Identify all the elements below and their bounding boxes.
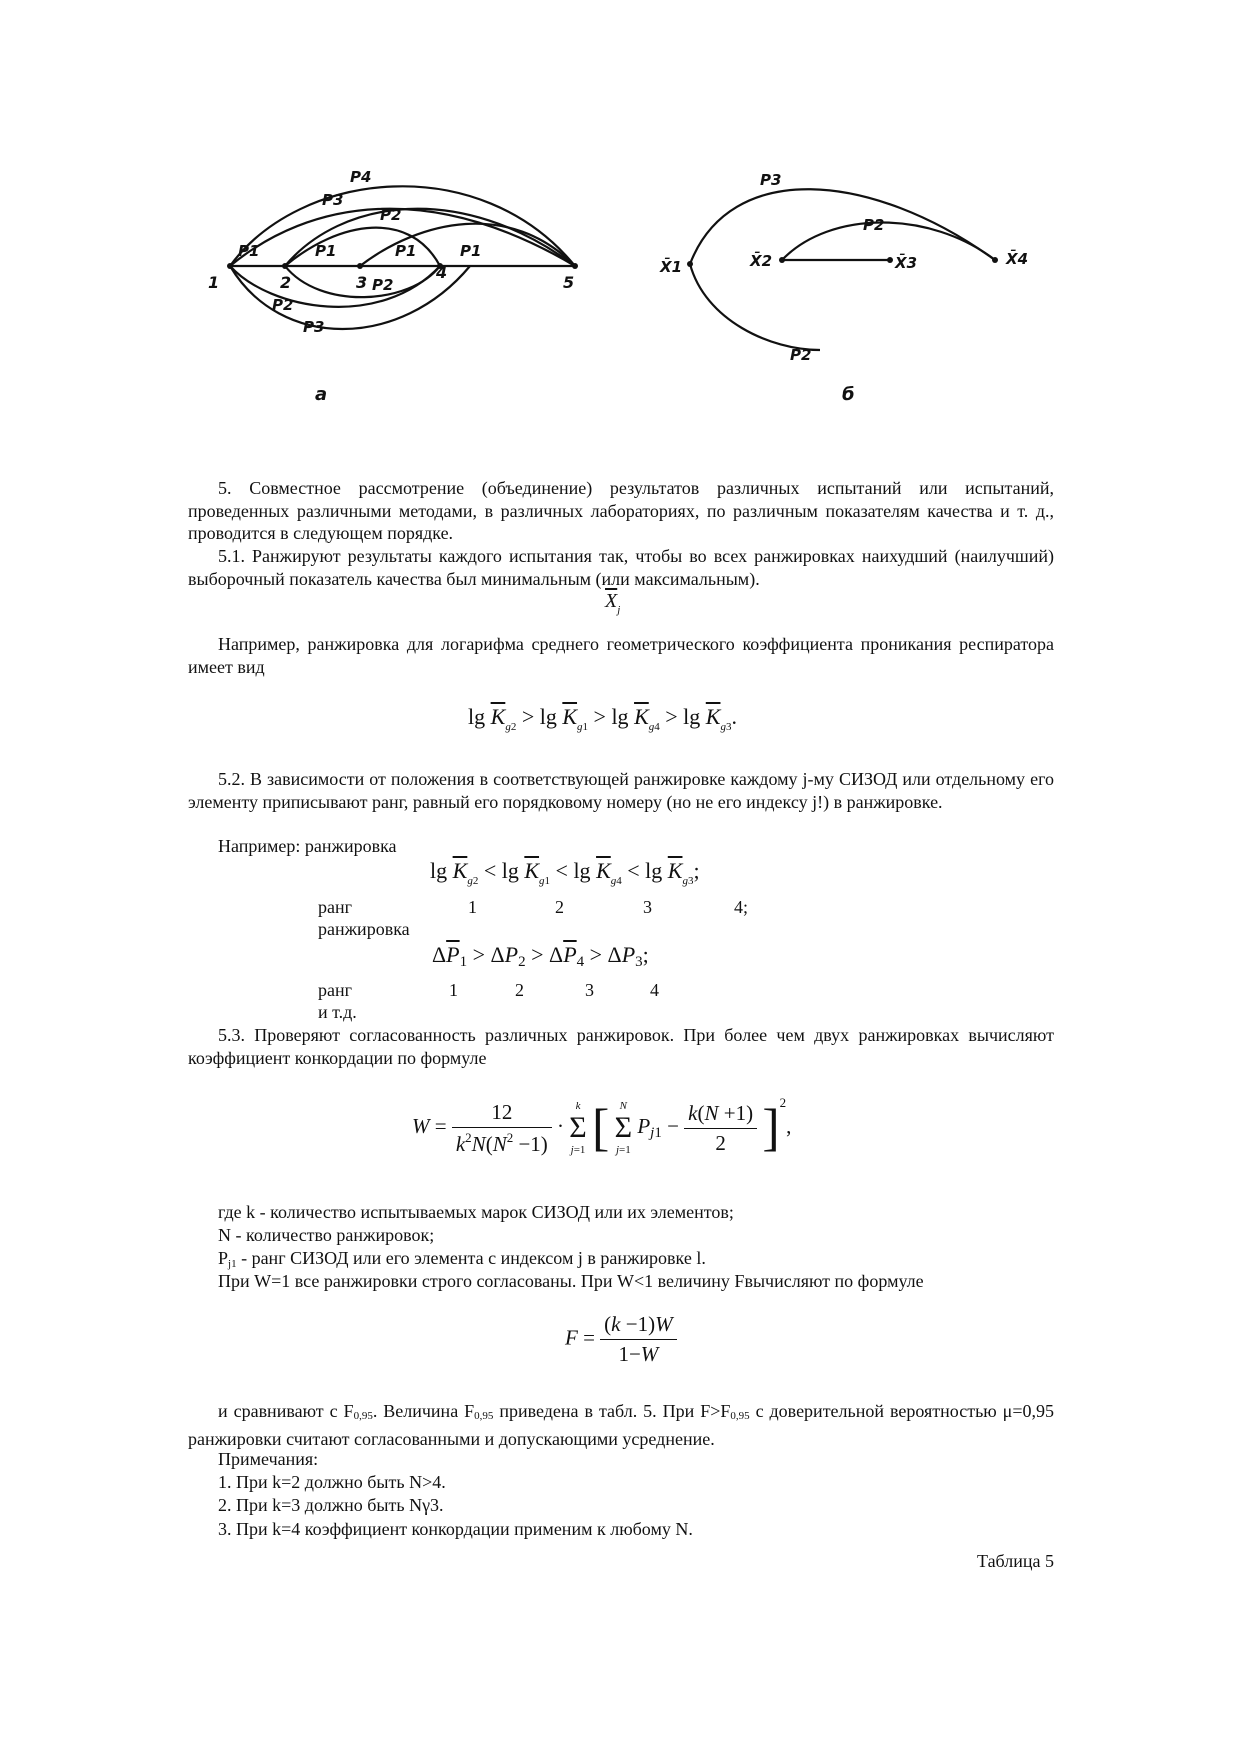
notes-title: Примечания: (218, 1449, 319, 1469)
node-x4: X̄4 (1006, 250, 1029, 268)
paragraph-5-3: 5.3. Проверяют согласованность различных ранжировок. При более чем двух ранжировках вычисляют коэффициент конкордации по формуле (188, 1025, 1054, 1068)
symbol-xj: $\overline{X}_j$ (605, 590, 621, 616)
node-x3: X̄3 (895, 254, 918, 272)
note-3: 3. При k=4 коэффициент конкордации применим к любому N. (218, 1519, 693, 1539)
edge-p2-lower: P2 (790, 346, 812, 364)
table-label: Таблица 5 (977, 1551, 1054, 1571)
where-k: где k - количество испытываемых марок СИЗОД или их элементов; (218, 1202, 734, 1222)
where-n: N - количество ранжировок; (218, 1225, 435, 1245)
edge-p1-d: P1 (460, 242, 482, 260)
formula-f: F = $\frac{(k -1)W}{1-W}$ (565, 1312, 677, 1367)
rank-2-3: 3 (585, 980, 594, 1000)
node-x1: X̄1 (660, 258, 683, 276)
edge-p4: P4 (350, 168, 372, 186)
note-2: 2. При k=3 должно быть Nγ3. (218, 1495, 444, 1515)
edge-p3: P3 (760, 171, 782, 189)
paragraph-w1: При W=1 все ранжировки строго согласованы. При W<1 величину Fвычисляют по формуле (218, 1271, 924, 1291)
paragraph-compare: и сравнивают с F0,95. Величина F0,95 приведена в табл. 5. При F>F0,95 с доверительной вероятностью μ=0,95 ранжировки считают согласованными и допускающими усреднение. (188, 1401, 1054, 1449)
paragraph-5: 5. Совместное рассмотрение (объединение) результатов различных испытаний или испытаний, проведенных различными методами, в различных лабораториях, по различным показателям качества и т. д., проводится в следующем порядке. (188, 478, 1054, 543)
paragraph-example-2: Например: ранжировка (218, 836, 397, 856)
node-x2: X̄2 (750, 252, 773, 270)
rank-1-2: 2 (555, 897, 564, 917)
edge-p2-mid: P2 (372, 276, 394, 294)
figure-a-caption: а (315, 384, 328, 405)
etc-label: и т.д. (318, 1002, 357, 1022)
rank-2-4: 4 (650, 980, 659, 1000)
node-2: 2 (280, 273, 292, 292)
edge-p2-top: P2 (380, 206, 402, 224)
edge-p3-top: P3 (322, 191, 344, 209)
where-p: Pj1 - ранг СИЗОД или его элемента с индексом j в ранжировке l. (218, 1248, 706, 1270)
paragraph-example-1: Например, ранжировка для логарифма среднего геометрического коэффициента проникания респиратора имеет вид (188, 634, 1054, 677)
paragraph-5-1: 5.1. Ранжируют результаты каждого испытания так, чтобы во всех ранжировках наихудший (наилучший) выборочный показатель качества был минимальным (или максимальным). (188, 546, 1054, 589)
node-5: 5 (563, 273, 575, 292)
edge-p1-c: P1 (395, 242, 417, 260)
formula-concordance: W = $\frac{12}{k^2N(N^2 -1)}$ · k Σ j=1 [ N Σ j=1 Pj1 − $\frac{k(N +1)}{2}$ ]$^2$, (412, 1095, 792, 1157)
rank-1-3: 3 (643, 897, 652, 917)
rank-2-1: 1 (449, 980, 458, 1000)
node-1: 1 (208, 273, 220, 292)
ranking-label: ранжировка (318, 919, 410, 939)
graph-figure-a (200, 160, 600, 460)
rank-label-1: ранг (318, 897, 353, 917)
rank-1-4: 4; (734, 897, 749, 917)
edge-p2-bottom: P2 (272, 296, 294, 314)
formula-delta-p: $\Delta\overline{P}1 > \Delta P2 > \Delta\overline{P}4 > \Delta P3$; (432, 942, 649, 970)
node-4: 4 (436, 263, 448, 282)
edge-p3-bottom: P3 (303, 318, 325, 336)
edge-p2-upper: P2 (863, 216, 885, 234)
formula-ranking-1: $\lg \overline{K}_{g2} > \lg \overline{K}_{g1} > \lg \overline{K}_{g4} > \lg \overline{K}_{g3}$. (468, 704, 737, 733)
edge-p1-b: P1 (315, 242, 337, 260)
figure-b-caption: б (842, 384, 855, 405)
note-1: 1. При k=2 должно быть N>4. (218, 1472, 446, 1492)
rank-2-2: 2 (515, 980, 524, 1000)
formula-ranking-2: $\lg \overline{K}_{g2} < \lg \overline{K}_{g1} < \lg \overline{K}_{g4} < \lg \overline{K}_{g3}$; (430, 858, 700, 887)
node-3: 3 (356, 273, 368, 292)
rank-1-1: 1 (468, 897, 477, 917)
rank-label-2: ранг (318, 980, 353, 1000)
paragraph-5-2: 5.2. В зависимости от положения в соответствующей ранжировке каждому j-му СИЗОД или отдельному его элементу приписывают ранг, равный его порядковому номеру (но не его индексу j!) в ранжировке. (188, 769, 1054, 812)
edge-p1-a: P1 (238, 242, 260, 260)
graph-figure-b (650, 160, 1050, 460)
